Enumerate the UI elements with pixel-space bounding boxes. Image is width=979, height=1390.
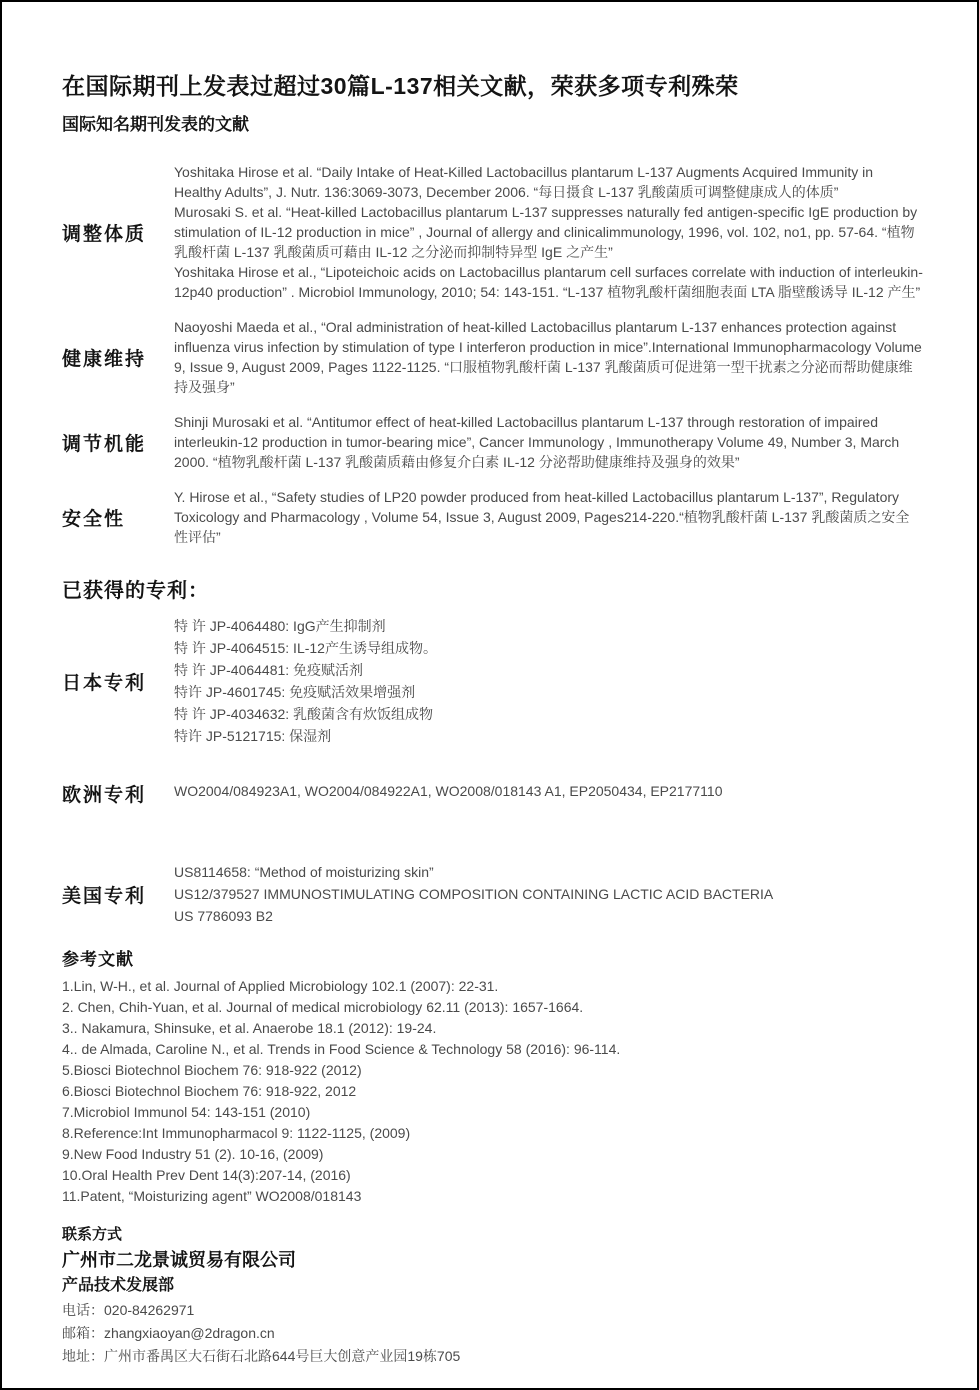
publication-citations — [174, 412, 923, 472]
citation: Yoshitaka Hirose et al., “Lipoteichoic acids on Lactobacillus plantarum cell surfaces correlate with induction of interleukin-12p40 production” . Microbiol Immunology, 2010; 54: 143-151. “L-137 植物乳酸杆菌细胞表面 LTA 脂壁酸诱导 IL-12 产生” — [174, 264, 923, 300]
patent-item: 特许 JP-4601745: 免疫赋活效果增强剂 — [174, 684, 416, 700]
patent-item: WO2004/084923A1, WO2004/084922A1, WO2008/018143 A1, EP2050434, EP2177110 — [174, 783, 723, 799]
page-title: 在国际期刊上发表过超过30篇L-137相关文献，荣获多项专利殊荣 — [62, 73, 739, 99]
reference-item: 7.Microbiol Immunol 54: 143-151 (2010) — [62, 1104, 311, 1120]
address-value: 广州市番禺区大石街石北路644号巨大创意产业园19栋705 — [104, 1348, 461, 1364]
patent-list — [174, 615, 923, 747]
citation: Naoyoshi Maeda et al., “Oral administration of heat-killed Lactobacillus plantarum L-137 enhances protection against influenza virus infection by stimulation of type I interferon production in mice”.International Immunopharmacology Volume 9, Issue 9, August 2009, Pages 1122-1125. “口服植物乳酸杆菌 L-137 乳酸菌质可促进第一型干扰素之分泌而帮助健康维持及强身” — [174, 319, 922, 395]
publication-category-label: 调节机能 — [62, 433, 147, 455]
page-subtitle: 国际知名期刊发表的文献 — [62, 115, 249, 134]
email-label: 邮箱： — [62, 1325, 104, 1341]
patent-item: 特 许 JP-4064515: IL-12产生诱导组成物。 — [174, 640, 437, 656]
publication-row-anquan — [62, 487, 923, 547]
contact-company: 广州市二龙景诚贸易有限公司 — [62, 1250, 296, 1270]
publications-section — [62, 162, 923, 547]
publication-category-label: 健康维持 — [62, 348, 147, 370]
phone-value: 020-84262971 — [104, 1302, 195, 1318]
contact-section — [62, 1223, 923, 1368]
patent-item: 特 许 JP-4064481: 免疫赋活剂 — [174, 662, 364, 678]
patent-region-label: 欧洲专利 — [62, 785, 147, 806]
patent-item: US8114658: “Method of moisturizing skin” — [174, 864, 434, 880]
reference-item: 9.New Food Industry 51 (2). 10-16, (2009) — [62, 1146, 324, 1162]
publication-row-tizhi — [62, 162, 923, 302]
publication-category-label: 调整体质 — [62, 223, 147, 245]
citation: Shinji Murosaki et al. “Antitumor effect of heat-killed Lactobacillus plantarum L-137 through restoration of impaired interleukin-12 production in tumor-bearing mice”, Cancer Immunology , Immunotherapy Volume 49, Number 3, March 2000. “植物乳酸杆菌 L-137 乳酸菌质藉由修复介白素 IL-12 分泌帮助健康维持及强身的效果” — [174, 414, 900, 470]
contact-phone-line — [62, 1299, 923, 1322]
phone-label: 电话： — [62, 1302, 104, 1318]
publication-category-label: 安全性 — [62, 508, 126, 530]
reference-item: 2. Chen, Chih-Yuan, et al. Journal of medical microbiology 62.11 (2013): 1657-1664. — [62, 999, 584, 1015]
patent-item: US 7786093 B2 — [174, 908, 273, 924]
publication-citations — [174, 317, 923, 397]
publication-row-jineng — [62, 412, 923, 472]
citation: Murosaki S. et al. “Heat-killed Lactobacillus plantarum L-137 suppresses naturally fed antigen-specific IgE production by stimulation of IL-12 production in mice” , Journal of allergy and clinicalimmunology, 1996, vol. 102, no1, pp. 57-64. “植物乳酸杆菌 L-137 乳酸菌质可藉由 IL-12 之分泌而抑制特异型 IgE 之产生” — [174, 204, 918, 260]
citation: Y. Hirose et al., “Safety studies of LP20 powder produced from heat-killed Lactobacillus plantarum L-137”, Regulatory Toxicology and Pharmacology , Volume 54, Issue 3, August 2009, Pages214-220.“植物乳酸杆菌 L-137 乳酸菌质之安全性评估” — [174, 489, 910, 545]
patent-region-label: 美国专利 — [62, 885, 147, 907]
references-heading: 参考文献 — [62, 950, 134, 969]
reference-item: 10.Oral Health Prev Dent 14(3):207-14, (2016) — [62, 1167, 351, 1183]
patent-list — [174, 861, 923, 927]
reference-item: 6.Biosci Biotechnol Biochem 76: 918-922, 2012 — [62, 1083, 357, 1099]
reference-item: 1.Lin, W-H., et al. Journal of Applied Microbiology 102.1 (2007): 22-31. — [62, 978, 499, 994]
reference-item: 11.Patent, “Moisturizing agent” WO2008/018143 — [62, 1188, 362, 1204]
publication-citations — [174, 487, 923, 547]
contact-heading: 联系方式 — [62, 1226, 123, 1243]
contact-email-line — [62, 1322, 923, 1345]
contact-address-line — [62, 1345, 923, 1368]
patent-item: US12/379527 IMMUNOSTIMULATING COMPOSITION CONTAINING LACTIC ACID BACTERIA — [174, 886, 774, 902]
address-label: 地址： — [62, 1348, 104, 1364]
reference-item: 3.. Nakamura, Shinsuke, et al. Anaerobe 18.1 (2012): 19-24. — [62, 1020, 437, 1036]
patent-item: 特许 JP-5121715: 保湿剂 — [174, 728, 332, 744]
patent-group-usa — [62, 861, 923, 927]
patents-section — [62, 615, 923, 927]
patent-group-japan — [62, 615, 923, 747]
email-value: zhangxiaoyan@2dragon.cn — [104, 1325, 275, 1341]
publication-citations — [174, 162, 923, 302]
patent-item: 特 许 JP-4034632: 乳酸菌含有炊饭组成物 — [174, 706, 434, 722]
reference-item: 5.Biosci Biotechnol Biochem 76: 918-922 (2012) — [62, 1062, 362, 1078]
references-section — [62, 976, 923, 1207]
patent-list — [174, 780, 923, 807]
reference-item: 8.Reference:Int Immunopharmacol 9: 1122-1125, (2009) — [62, 1125, 411, 1141]
publication-row-jiankang — [62, 317, 923, 397]
reference-item: 4.. de Almada, Caroline N., et al. Trends in Food Science & Technology 58 (2016): 96-114. — [62, 1041, 621, 1057]
citation: Yoshitaka Hirose et al. “Daily Intake of Heat-Killed Lactobacillus plantarum L-137 Augments Acquired Immunity in Healthy Adults”, J. Nutr. 136:3069-3073, December 2006. “每日摄食 L-137 乳酸菌质可调整健康成人的体质” — [174, 164, 874, 200]
patent-group-europe — [62, 780, 923, 807]
patent-item: 特 许 JP-4064480: IgG产生抑制剂 — [174, 618, 386, 634]
patents-heading: 已获得的专利： — [62, 580, 209, 602]
patent-region-label: 日本专利 — [62, 672, 147, 694]
contact-department: 产品技术发展部 — [62, 1277, 175, 1294]
